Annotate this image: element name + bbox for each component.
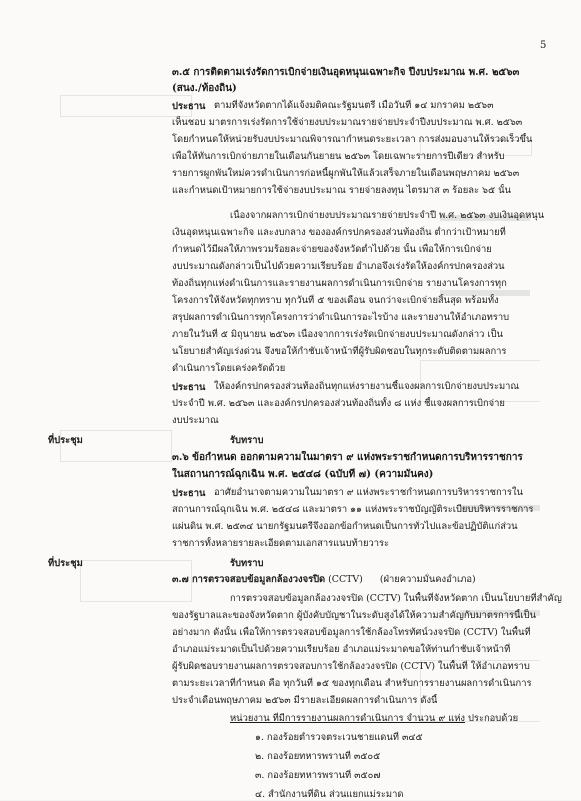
units-heading-suffix: ประกอบด้วย bbox=[467, 713, 519, 724]
s35-p2-line: นโยบายสำคัญเร่งด่วน จึงขอให้กำชับเจ้าหน้าที่ผู้รับผิดชอบในทุกระดับติดตามผลการ bbox=[172, 346, 507, 357]
section-3-7-dept: (ฝ่ายความมั่นคงอำเภอ) bbox=[379, 574, 476, 585]
unit-list-item: ๑. กองร้อยตำรวจตระเวนชายแดนที่ ๓๔๕ bbox=[255, 732, 423, 743]
section-3-5-title: ๓.๕ การติดตามเร่งรัดการเบิกจ่ายเงินอุดหนุนเฉพาะกิจ ปีงบประมาณ พ.ศ. ๒๕๖๓ bbox=[172, 67, 520, 78]
s37-line: ตามระยะเวลาที่กำหนด คือ ทุกวันที่ ๑๕ ของทุกเดือน สำหรับการรายงานผลการดำเนินการ bbox=[172, 678, 532, 689]
s37-line: อำเภอแม่ระมาดเป็นไปด้วยความเรียบร้อย อำเภอแม่ระมาดขอให้ท่านกำชับเจ้าหน้าที่ bbox=[172, 644, 511, 655]
chairman-label: ประธาน bbox=[172, 488, 206, 499]
s35-p1-line: และกำหนดเป้าหมายการใช้จ่ายงบประมาณ รายจ่ายลงทุน ไตรมาส ๓ ร้อยละ ๖๕ นั้น bbox=[172, 185, 511, 196]
s35-p3-line: งบประมาณ bbox=[172, 415, 219, 426]
s35-p2-line: เงินอุดหนุนเฉพาะกิจ และงบกลาง ขององค์กรปกครองส่วนท้องถิ่น ต่ำกว่าเป้าหมายที่ bbox=[172, 227, 506, 238]
unit-list-item: ๓. กองร้อยทหารพรานที่ ๓๕๐๗ bbox=[255, 770, 381, 781]
chairman-label: ประธาน bbox=[172, 101, 206, 112]
units-heading: หน่วยงาน ที่มีการรายงานผลการดำเนินการ จำนวน ๙ แห่ง bbox=[230, 713, 465, 724]
s35-p2-line: ดำเนินการโดยเคร่งครัดด้วย bbox=[172, 363, 286, 374]
s36-line: ราชการทั้งหลายรายละเอียดตามเอกสารแนบท้ายวาระ bbox=[172, 538, 390, 549]
section-3-7-title: ๓.๗ การตรวจสอบข้อมูลกล้องวงจรปิด bbox=[172, 574, 326, 585]
s37-line: ประจำเดือนพฤษภาคม ๒๕๖๓ มีรายละเอียดผลการดำเนินการ ดังนี้ bbox=[172, 695, 438, 706]
section-3-6-title-cont: ในสถานการณ์ฉุกเฉิน พ.ศ. ๒๕๔๘ (ฉบับที่ ๗) (ความมั่นคง) bbox=[172, 469, 434, 480]
s37-line: ผู้รับผิดชอบรายงานผลการตรวจสอบการใช้กล้องวงจรปิด (CCTV) ในพื้นที่ ให้อำเภอทราบ bbox=[172, 661, 530, 672]
s35-p1-line: เห็นชอบ มาตรการเร่งรัดการใช้จ่ายงบประมาณรายจ่ายประจำปีงบประมาณ พ.ศ. ๒๕๖๓ bbox=[172, 117, 523, 128]
section-3-6-title: ๓.๖ ข้อกำหนด ออกตามความในมาตรา ๙ แห่งพระราชกำหนดการบริหารราชการ bbox=[172, 452, 523, 463]
s35-p1-line: เพื่อให้ทันการเบิกจ่ายภายในเดือนกันยายน ๒๕๖๓ โดยเฉพาะรายการปีเดียว สำหรับ bbox=[172, 151, 505, 162]
s35-p2-line: เนื่องจากผลการเบิกจ่ายงบประมาณรายจ่ายประจำปี พ.ศ. ๒๕๖๓ งบเงินอุดหนุน bbox=[230, 210, 545, 221]
s35-p2-line: กำหนดไว้มีผลให้ภาพรวมร้อยละจ่ายของจังหวัดต่ำไปด้วย นั้น เพื่อให้การเบิกจ่าย bbox=[172, 244, 492, 255]
s36-line: อาศัยอำนาจตามความในมาตรา ๙ แห่งพระราชกำหนดการบริหารราชการใน bbox=[214, 487, 523, 498]
section-3-7-heading bbox=[172, 573, 476, 586]
s35-p2-line: สรุปผลการดำเนินการทุกโครงการว่าดำเนินการอะไรบ้าง และรายงานให้อำเภอทราบ bbox=[172, 312, 510, 323]
s35-p1-line: ตามที่จังหวัดตากได้แจ้งมติคณะรัฐมนตรี เมื่อวันที่ ๑๔ มกราคม ๒๕๖๓ bbox=[214, 100, 494, 111]
s35-p3-line: ให้องค์กรปกครองส่วนท้องถิ่นทุกแห่งรายงานชี้แจงผลการเบิกจ่ายงบประมาณ bbox=[214, 381, 520, 392]
s35-p2-line: ภายในวันที่ ๕ มิถุนายน ๒๕๖๓ เนื่องจากการเร่งรัดเบิกจ่ายงบประมาณดังกล่าว เป็น bbox=[172, 329, 503, 340]
acknowledged-label: รับทราบ bbox=[230, 558, 264, 569]
acknowledged-label: รับทราบ bbox=[230, 435, 264, 446]
chairman-label: ประธาน bbox=[172, 382, 206, 393]
s37-line: ของรัฐบาลและของจังหวัดตาก ผู้บังคับบัญชาในระดับสูงได้ให้ความสำคัญกับมาตรการนี้เป็น bbox=[172, 610, 536, 621]
s36-line: แผ่นดิน พ.ศ. ๒๕๓๔ นายกรัฐมนตรีจึงออกข้อกำหนดเป็นการทั่วไปและข้อปฏิบัติแก่ส่วน bbox=[172, 521, 518, 532]
s37-line: อย่างมาก ดังนั้น เพื่อให้การตรวจสอบข้อมูลการใช้กล้องโทรทัศน์วงจรปิด (CCTV) ในพื้นที่ bbox=[172, 627, 531, 638]
meeting-label: ที่ประชุม bbox=[48, 558, 83, 569]
unit-list-item: ๒. กองร้อยทหารพรานที่ ๓๕๐๕ bbox=[255, 751, 381, 762]
s35-p2-line: โครงการให้จังหวัดทุกทราบ ทุกวันที่ ๕ ของเดือน จนกว่าจะเบิกจ่ายสิ้นสุด พร้อมทั้ง bbox=[172, 295, 499, 306]
section-3-5-subtitle: (สนง./ท้องถิ่น) bbox=[172, 83, 237, 94]
units-heading-row bbox=[230, 712, 518, 725]
unit-list-item: ๔. สำนักงานที่ดิน ส่วนแยกแม่ระมาด bbox=[255, 789, 404, 800]
s35-p1-line: รายการผูกพันใหม่ควรดำเนินการก่อหนี้ผูกพันให้แล้วเสร็จภายในเดือนพฤษภาคม ๒๕๖๓ bbox=[172, 168, 520, 179]
page-number: 5 bbox=[540, 40, 547, 51]
s35-p3-line: ประจำปี พ.ศ. ๒๕๖๓ และองค์กรปกครองส่วนท้องถิ่นทั้ง ๘ แห่ง ชี้แจงผลการเบิกจ่าย bbox=[172, 398, 505, 409]
s35-p1-line: โดยกำหนดให้หน่วยรับงบประมาณพิจารณากำหนดระยะเวลา การส่งมอบงานให้รวดเร็วขึ้น bbox=[172, 134, 533, 145]
meeting-label: ที่ประชุม bbox=[48, 435, 83, 446]
s36-line: สถานการณ์ฉุกเฉิน พ.ศ. ๒๕๔๘ และมาตรา ๑๑ แห่งพระราชบัญญัติระเบียบบริหารราชการ bbox=[172, 504, 534, 515]
s35-p2-line: ท้องถิ่นทุกแห่งดำเนินการและรายงานผลการดำเนินการเบิกจ่าย รายงานโครงการทุก bbox=[172, 278, 507, 289]
s35-p2-line: งบประมาณดังกล่าวเป็นไปด้วยความเรียบร้อย อำเภอจึงเร่งรัดให้องค์กรปกครองส่วน bbox=[172, 261, 505, 272]
section-3-7-cctv: (CCTV) bbox=[328, 574, 363, 585]
s37-line: การตรวจสอบข้อมูลกล้องวงจรปิด (CCTV) ในพื้นที่จังหวัดตาก เป็นนโยบายที่สำคัญ bbox=[230, 593, 562, 604]
